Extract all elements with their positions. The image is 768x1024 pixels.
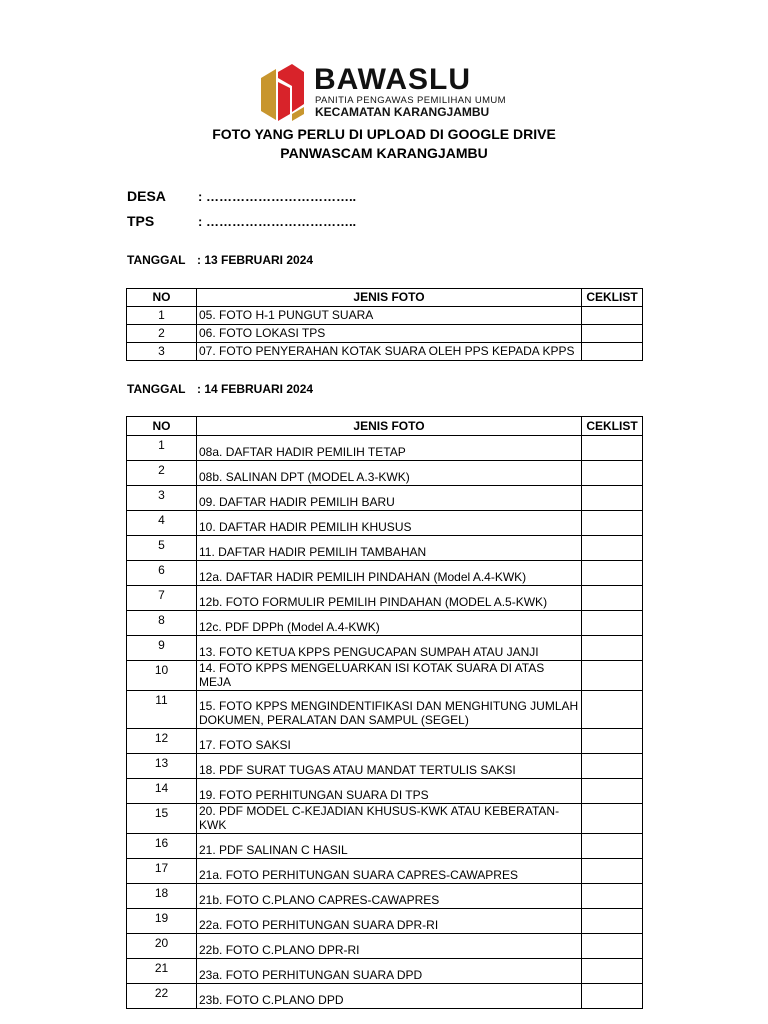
table-row	[127, 536, 643, 561]
table-row	[127, 343, 643, 361]
row-ceklist-cell[interactable]	[582, 859, 643, 884]
desa-value: : ……………………………..	[198, 189, 357, 204]
table-row	[127, 661, 643, 691]
row-jenis-foto: 11. DAFTAR HADIR PEMILIH TAMBAHAN	[197, 536, 582, 561]
row-jenis-foto: 17. FOTO SAKSI	[197, 729, 582, 754]
row-number: 13	[127, 754, 197, 779]
table-row	[127, 561, 643, 586]
desa-label: DESA	[127, 188, 166, 204]
row-ceklist-cell[interactable]	[582, 325, 643, 343]
row-number: 3	[127, 343, 197, 361]
org-subtitle: PANITIA PENGAWAS PEMILIHAN UMUM	[315, 95, 506, 106]
row-ceklist-cell[interactable]	[582, 436, 643, 461]
row-number: 6	[127, 561, 197, 586]
table-row	[127, 984, 643, 1009]
row-jenis-foto: 06. FOTO LOKASI TPS	[197, 325, 582, 343]
row-number: 2	[127, 461, 197, 486]
row-ceklist-cell[interactable]	[582, 909, 643, 934]
row-ceklist-cell[interactable]	[582, 486, 643, 511]
row-ceklist-cell[interactable]	[582, 804, 643, 834]
row-jenis-foto: 10. DAFTAR HADIR PEMILIH KHUSUS	[197, 511, 582, 536]
row-jenis-foto: 21. PDF SALINAN C HASIL	[197, 834, 582, 859]
table-row	[127, 909, 643, 934]
header-no: NO	[127, 289, 197, 307]
row-jenis-foto: 13. FOTO KETUA KPPS PENGUCAPAN SUMPAH ATAU JANJI	[197, 636, 582, 661]
table-row	[127, 859, 643, 884]
row-number: 19	[127, 909, 197, 934]
row-number: 22	[127, 984, 197, 1009]
row-ceklist-cell[interactable]	[582, 343, 643, 361]
row-jenis-foto: 19. FOTO PERHITUNGAN SUARA DI TPS	[197, 779, 582, 804]
row-ceklist-cell[interactable]	[582, 779, 643, 804]
row-ceklist-cell[interactable]	[582, 611, 643, 636]
row-ceklist-cell[interactable]	[582, 984, 643, 1009]
row-ceklist-cell[interactable]	[582, 511, 643, 536]
table-row	[127, 586, 643, 611]
table-row	[127, 779, 643, 804]
row-number: 12	[127, 729, 197, 754]
document-title: FOTO YANG PERLU DI UPLOAD DI GOOGLE DRIVE	[212, 126, 556, 142]
table-row	[127, 486, 643, 511]
row-jenis-foto: 07. FOTO PENYERAHAN KOTAK SUARA OLEH PPS KEPADA KPPS	[197, 343, 582, 361]
row-jenis-foto: 23a. FOTO PERHITUNGAN SUARA DPD	[197, 959, 582, 984]
tps-label: TPS	[127, 213, 155, 229]
date-value-2: : 14 FEBRUARI 2024	[197, 382, 314, 396]
photo-table-13-feb	[126, 288, 643, 361]
row-number: 16	[127, 834, 197, 859]
row-number: 3	[127, 486, 197, 511]
row-jenis-foto: 21b. FOTO C.PLANO CAPRES-CAWAPRES	[197, 884, 582, 909]
date-value-1: : 13 FEBRUARI 2024	[197, 253, 314, 267]
row-jenis-foto: 05. FOTO H-1 PUNGUT SUARA	[197, 307, 582, 325]
table-row	[127, 611, 643, 636]
row-ceklist-cell[interactable]	[582, 834, 643, 859]
row-jenis-foto: 08a. DAFTAR HADIR PEMILIH TETAP	[197, 436, 582, 461]
table-row	[127, 325, 643, 343]
table-row	[127, 307, 643, 325]
org-name: BAWASLU	[314, 63, 471, 96]
row-ceklist-cell[interactable]	[582, 661, 643, 691]
row-jenis-foto: 22a. FOTO PERHITUNGAN SUARA DPR-RI	[197, 909, 582, 934]
org-area: KECAMATAN KARANGJAMBU	[315, 105, 490, 119]
document-subtitle: PANWASCAM KARANGJAMBU	[280, 145, 488, 161]
row-number: 4	[127, 511, 197, 536]
row-number: 1	[127, 436, 197, 461]
row-ceklist-cell[interactable]	[582, 636, 643, 661]
table-row	[127, 691, 643, 729]
table-row	[127, 636, 643, 661]
table-row	[127, 511, 643, 536]
row-jenis-foto: 15. FOTO KPPS MENGINDENTIFIKASI DAN MENGHITUNG JUMLAH DOKUMEN, PERALATAN DAN SAMPUL (SEGEL)	[197, 691, 582, 729]
row-ceklist-cell[interactable]	[582, 729, 643, 754]
date-label-2: TANGGAL	[127, 382, 186, 396]
bawaslu-emblem-icon	[258, 64, 308, 122]
row-number: 8	[127, 611, 197, 636]
table-header-row	[127, 417, 643, 436]
row-ceklist-cell[interactable]	[582, 754, 643, 779]
row-ceklist-cell[interactable]	[582, 307, 643, 325]
header-ceklist: CEKLIST	[582, 289, 643, 307]
row-number: 17	[127, 859, 197, 884]
table-row	[127, 834, 643, 859]
table-row	[127, 959, 643, 984]
row-ceklist-cell[interactable]	[582, 884, 643, 909]
row-number: 5	[127, 536, 197, 561]
row-jenis-foto: 22b. FOTO C.PLANO DPR-RI	[197, 934, 582, 959]
row-jenis-foto: 12c. PDF DPPh (Model A.4-KWK)	[197, 611, 582, 636]
header-no: NO	[127, 417, 197, 436]
bawaslu-logo	[258, 63, 506, 122]
tps-value: : ……………………………..	[198, 214, 357, 229]
row-jenis-foto: 12b. FOTO FORMULIR PEMILIH PINDAHAN (MODEL A.5-KWK)	[197, 586, 582, 611]
table-row	[127, 884, 643, 909]
row-jenis-foto: 20. PDF MODEL C-KEJADIAN KHUSUS-KWK ATAU KEBERATAN-KWK	[197, 804, 582, 834]
header-jenis-foto: JENIS FOTO	[197, 289, 582, 307]
table-row	[127, 461, 643, 486]
row-ceklist-cell[interactable]	[582, 586, 643, 611]
table-row	[127, 754, 643, 779]
row-number: 1	[127, 307, 197, 325]
row-number: 18	[127, 884, 197, 909]
table-row	[127, 436, 643, 461]
row-number: 2	[127, 325, 197, 343]
row-jenis-foto: 23b. FOTO C.PLANO DPD	[197, 984, 582, 1009]
photo-table-14-feb	[126, 416, 643, 1009]
row-jenis-foto: 12a. DAFTAR HADIR PEMILIH PINDAHAN (Model A.4-KWK)	[197, 561, 582, 586]
row-number: 9	[127, 636, 197, 661]
row-jenis-foto: 18. PDF SURAT TUGAS ATAU MANDAT TERTULIS SAKSI	[197, 754, 582, 779]
date-label-1: TANGGAL	[127, 253, 186, 267]
row-ceklist-cell[interactable]	[582, 691, 643, 729]
row-ceklist-cell[interactable]	[582, 561, 643, 586]
row-number: 11	[127, 691, 197, 729]
table-row	[127, 934, 643, 959]
row-ceklist-cell[interactable]	[582, 536, 643, 561]
row-number: 15	[127, 804, 197, 834]
row-number: 21	[127, 959, 197, 984]
row-number: 20	[127, 934, 197, 959]
row-jenis-foto: 21a. FOTO PERHITUNGAN SUARA CAPRES-CAWAPRES	[197, 859, 582, 884]
row-number: 14	[127, 779, 197, 804]
row-ceklist-cell[interactable]	[582, 959, 643, 984]
table-header-row	[127, 289, 643, 307]
table-row	[127, 804, 643, 834]
row-ceklist-cell[interactable]	[582, 461, 643, 486]
header-jenis-foto: JENIS FOTO	[197, 417, 582, 436]
row-jenis-foto: 09. DAFTAR HADIR PEMILIH BARU	[197, 486, 582, 511]
header-ceklist: CEKLIST	[582, 417, 643, 436]
row-jenis-foto: 08b. SALINAN DPT (MODEL A.3-KWK)	[197, 461, 582, 486]
table-row	[127, 729, 643, 754]
row-jenis-foto: 14. FOTO KPPS MENGELUARKAN ISI KOTAK SUARA DI ATAS MEJA	[197, 661, 582, 691]
row-number: 10	[127, 661, 197, 691]
row-number: 7	[127, 586, 197, 611]
row-ceklist-cell[interactable]	[582, 934, 643, 959]
